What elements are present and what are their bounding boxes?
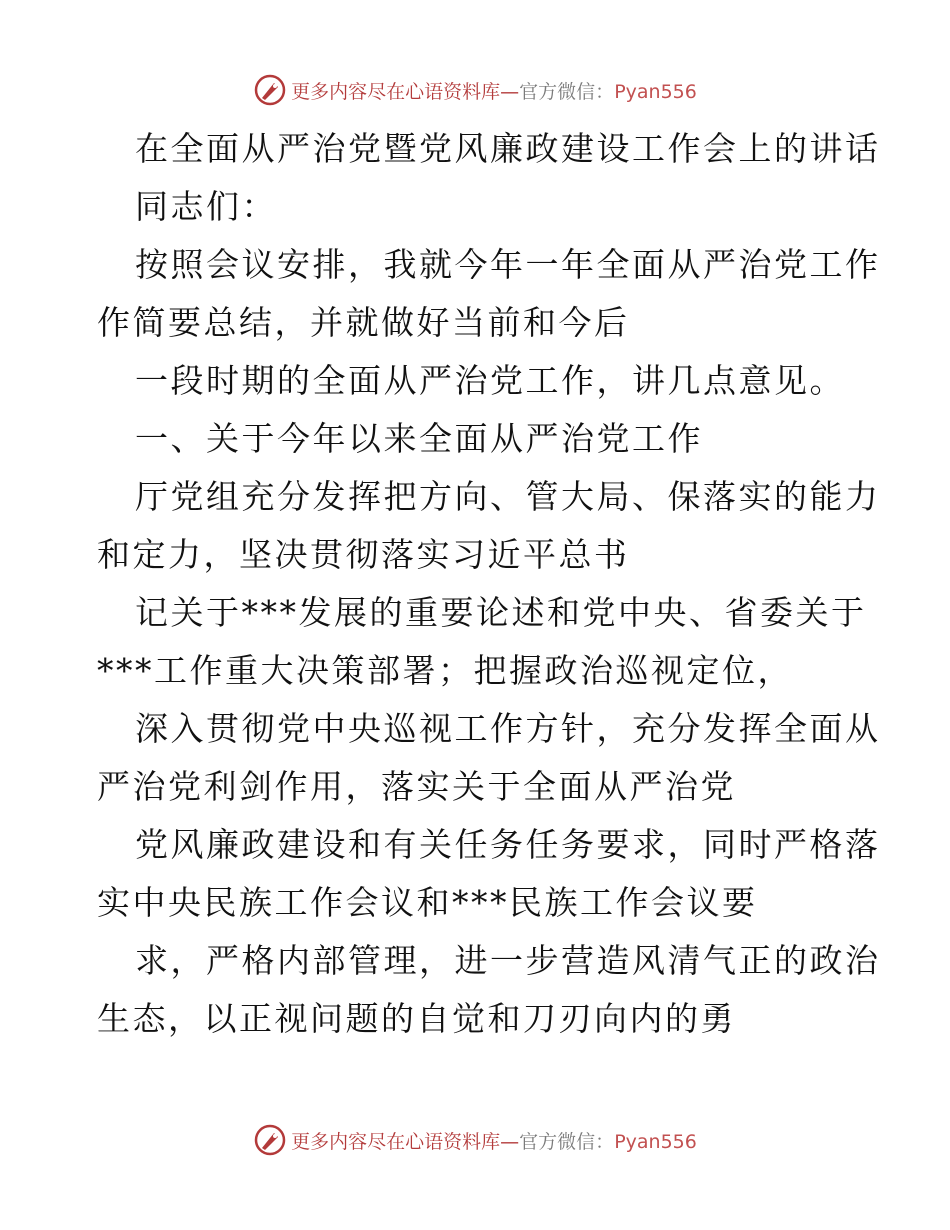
header-banner bbox=[0, 70, 950, 110]
banner-wechat-label: 官方微信： bbox=[519, 80, 615, 103]
banner-site-text: 更多内容尽在心语资料库 bbox=[291, 1130, 501, 1153]
pen-nib-logo-icon bbox=[253, 73, 287, 107]
paragraph-line: 作简要总结，并就做好当前和今后 bbox=[97, 303, 630, 342]
paragraph-line: 严治党利剑作用，落实关于全面从严治党 bbox=[97, 767, 736, 806]
paragraph-line: 实中央民族工作会议和***民族工作会议要 bbox=[97, 883, 758, 922]
banner-wechat-id: Pyan556 bbox=[614, 80, 697, 103]
salutation: 同志们： bbox=[135, 187, 277, 226]
paragraph-line: 和定力，坚决贯彻落实习近平总书 bbox=[97, 535, 630, 574]
banner-dash: — bbox=[500, 80, 520, 103]
paragraph-line: 深入贯彻党中央巡视工作方针，充分发挥全面从 bbox=[135, 709, 881, 748]
paragraph-line: 求，严格内部管理，进一步营造风清气正的政治 bbox=[135, 941, 881, 980]
paragraph-line: 按照会议安排，我就今年一年全面从严治党工作 bbox=[135, 245, 881, 284]
banner-wechat-id: Pyan556 bbox=[614, 1130, 697, 1153]
document-title: 在全面从严治党暨党风廉政建设工作会上的讲话 bbox=[135, 129, 881, 168]
banner-text bbox=[291, 77, 697, 104]
paragraph-line: 生态，以正视问题的自觉和刀刃向内的勇 bbox=[97, 999, 736, 1038]
banner-site-text: 更多内容尽在心语资料库 bbox=[291, 80, 501, 103]
paragraph-line: ***工作重大决策部署；把握政治巡视定位， bbox=[97, 651, 793, 690]
paragraph-line: 党风廉政建设和有关任务任务要求，同时严格落 bbox=[135, 825, 881, 864]
banner-dash: — bbox=[500, 1130, 520, 1153]
document-body bbox=[97, 120, 881, 1048]
paragraph-line: 一段时期的全面从严治党工作，讲几点意见。 bbox=[135, 361, 845, 400]
footer-banner bbox=[0, 1120, 950, 1160]
banner-text bbox=[291, 1127, 697, 1154]
paragraph-line: 记关于***发展的重要论述和党中央、省委关于 bbox=[135, 593, 867, 632]
paragraph-line: 厅党组充分发挥把方向、管大局、保落实的能力 bbox=[135, 477, 881, 516]
section-heading: 一、关于今年以来全面从严治党工作 bbox=[135, 419, 703, 458]
banner-wechat-label: 官方微信： bbox=[519, 1130, 615, 1153]
pen-nib-logo-icon bbox=[253, 1123, 287, 1157]
